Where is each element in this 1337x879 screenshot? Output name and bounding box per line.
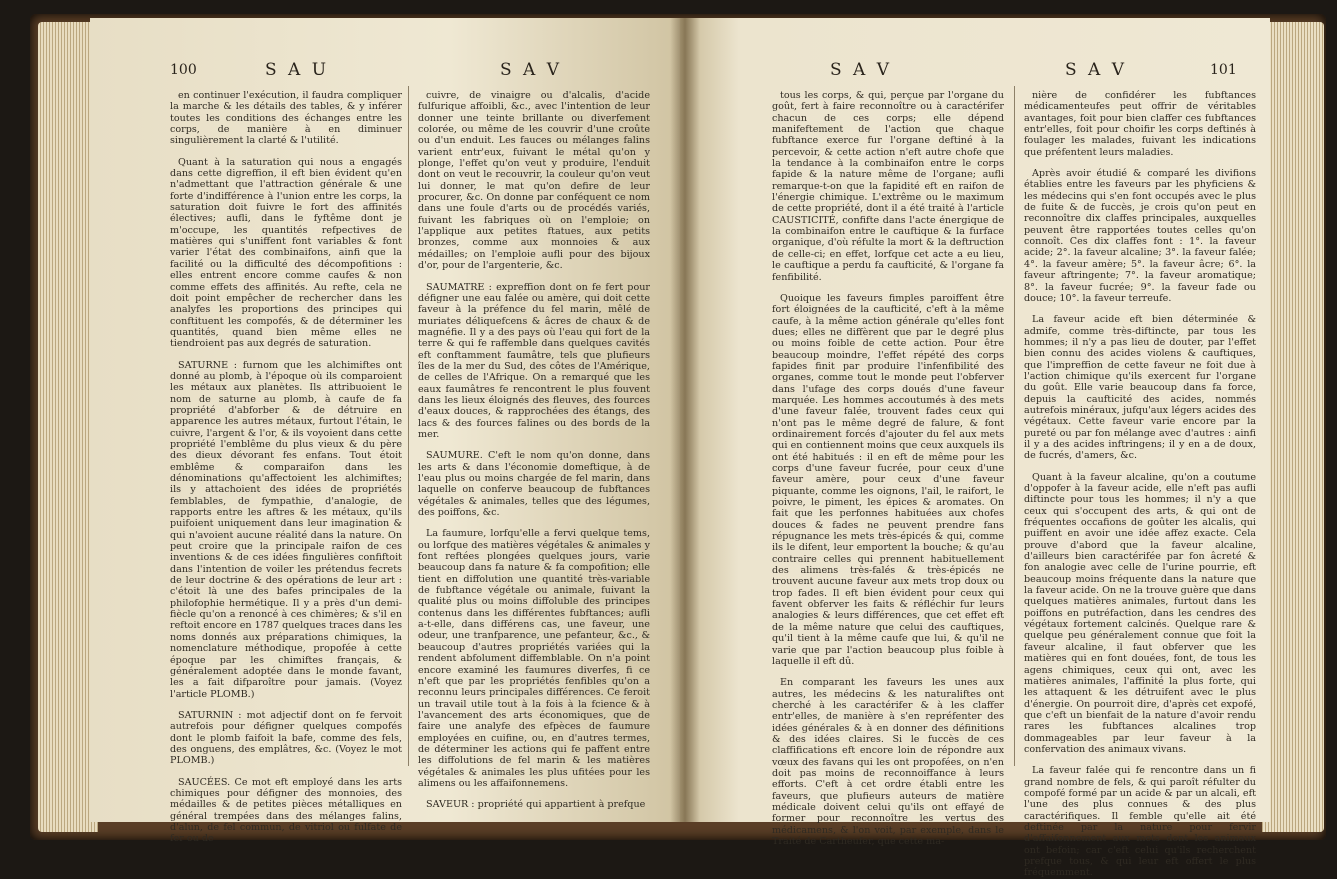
- running-header: S A V: [1065, 60, 1128, 80]
- paragraph: nière de confidérer les fubftances médicamenteufes peut offrir de véritables avantages, foit pour bien claffer ces fubftances entr'elles, foit pour choifir les corps deftinés à foulager les malades, fuivant les indications que préfentent leurs maladies.: [1024, 90, 1256, 158]
- paragraph: SAUCÉES. Ce mot eft employé dans les arts chimiques pour défigner des monnoies, des médailles & de petites pièces métalliques en général trempées dans des mélanges falins, d'alun, de fel commun, de vitriol ou fulfate de fer ou de: [170, 776, 402, 845]
- paragraph: En comparant les faveurs les unes aux autres, les médecins & les naturaliftes ont cherché à les caractérifer & à les claffer entr'elles, de manière à s'en repréfenter des idées générales & à en donner des définitions & des idées claires. Si le fuccès de ces claffifications eft encore loin de répondre aux vœux des favans qui les ont propofées, on n'en doit pas moins de reconnoiffance à leurs efforts. C'eft à cet ordre établi entre les faveurs, que plufieurs auteurs de matière médicale doivent celui qu'ils ont effayé de former pour reconnoître les vertus des médicamens, & l'on voit, par exemple, dans le Traité de Cartheufer, que cette ma-: [772, 677, 1004, 847]
- paragraph: tous les corps, & qui, perçue par l'organe du goût, fert à faire reconnoître ou à caractérifer chacun de ces corps; elle dépend manifeftement de l'action que chaque fubftance exerce fur l'organe deftiné à la percevoir, & cette action n'eft autre chofe que la tendance à la combinaifon entre le corps fapide & la nature même de l'organe; aufli remarque-t-on que la fapidité eft en raifon de l'énergie chimique. L'extrême ou le maximum de cette propriété, dont il a été traité à l'article CAUSTICITÉ, confifte dans l'acte énergique de la combinaifon entre le cauftique & la furface organique, d'où réfulte la mort & la deftruction de celle-ci; en effet, lorfque cet acte a eu lieu, le cauftique a perdu fa caufticité, & l'organe fa fenfibilité.: [772, 90, 1004, 283]
- text-column: [1024, 90, 1256, 879]
- right-page: [680, 18, 1270, 879]
- paragraph: SAUMURE. C'eft le nom qu'on donne, dans les arts & dans l'économie domeftique, à de l'eau plus ou moins chargée de fel marin, dans laquelle on conferve beaucoup de fubftances végétales & animales, telles que des légumes, des poiffons, &c.: [418, 450, 650, 519]
- paragraph: SAUMATRE : expreffion dont on fe fert pour défigner une eau falée ou amère, qui doit cette faveur à la préfence du fel marin, mêlé de muriates déliquefcens & âcres de chaux & de magnéfie. Il y a des pays où l'eau qui fort de la terre & qui fe raffemble dans quelques cavités eft conftamment faumâtre, tels que plufieurs îles de la mer du Sud, des côtes de l'Amérique, de celles de l'Afrique. On a remarqué que les eaux faumâtres fe rencontrent le plus fouvent dans les lieux éloignés des fleuves, des fources d'eaux douces, & rapprochées des étangs, des lacs & des fources falines ou des bords de la mer.: [418, 281, 650, 440]
- running-header: S A V: [500, 60, 563, 80]
- paragraph: Quant à la saturation qui nous a engagés dans cette digreffion, il eft bien évident qu'en n'admettant que l'attraction générale & une forte d'indifférence à l'union entre les corps, la saturation doit fuivre le fort des affinités électives; aufli, dans le fyftême dont je m'occupe, les quantités refpectives de matières qui s'uniffent font variables & font varier l'état des combinaifons, ainfi que la facilité ou la difficulté des décompofitions : elles entrent encore comme caufes & non comme effets des affinités. Au refte, cela ne doit point empêcher de rechercher dans les analyfes les proportions des principes qui conftituent les compofés, & de déterminer les quantités, quand bien même elles ne tiendroient pas aux degrés de saturation.: [170, 156, 402, 350]
- paragraph: La faveur acide eft bien déterminée & admife, comme très-diftincte, par tous les hommes; il n'y a pas lieu de douter, par l'effet bien connu des acides violens & cauftiques, que l'impreffion de cette faveur ne foit due à l'action chimique qu'ils exercent fur l'organe du goût. Elle varie beaucoup dans fa force, depuis la caufticité des acides, nommés autrefois minéraux, jufqu'aux légers acides des végétaux. Cette faveur varie encore par la pureté ou par fon mélange avec d'autres : ainfi il y a des acides inftringens; il y en a de doux, de fucrés, d'amers, &c.: [1024, 314, 1256, 462]
- open-book: [30, 4, 1330, 879]
- running-header: S A U: [265, 60, 330, 80]
- column-rule: [408, 86, 409, 766]
- paragraph: cuivre, de vinaigre ou d'alcalis, d'acide fulfurique affoibli, &c., avec l'intention de leur donner une teinte brillante ou diverfement colorée, ou même de les couvrir d'une croûte ou d'un enduit. Les fauces ou mélanges falins varient entr'eux, fuivant le métal qu'on y plonge, l'effet qu'on veut y produire, l'enduit dont on veut le recouvrir, la couleur qu'on veut lui donner, le mat qu'on defire de leur procurer, &c. On donne par conféquent ce nom dans une foule d'arts ou de procédés variés, fuivant les fabriques où on l'emploie; on l'applique aux petites ftatues, aux petits bronzes, comme aux monnoies & aux médailles; on l'emploie aufli pour des bijoux d'or, pour de l'argenterie, &c.: [418, 90, 650, 272]
- paragraph: Après avoir étudié & comparé les divifions établies entre les faveurs par les phyficiens & les médecins qui s'en font occupés avec le plus de fuite & de fuccès, je crois qu'on peut en reconnoître dix claffes principales, auxquelles peuvent être rapportées toutes celles qu'on connoît. Ces dix claffes font : 1°. la faveur acide; 2°. la faveur alcaline; 3°. la faveur falée; 4°. la faveur amère; 5°. la faveur âcre; 6°. la faveur aftringente; 7°. la faveur aromatique; 8°. la faveur fucrée; 9°. la faveur fade ou douce; 10°. la faveur terreufe.: [1024, 168, 1256, 304]
- left-page: [90, 18, 690, 845]
- paragraph: SATURNIN : mot adjectif dont on fe fervoit autrefois pour défigner quelques compofés dont le plomb faifoit la bafe, comme des fels, des onguens, des emplâtres, &c. (Voyez le mot PLOMB.): [170, 709, 402, 767]
- running-header: S A V: [830, 60, 893, 80]
- paragraph: Quoique les faveurs fimples paroiffent être fort éloignées de la caufticité, c'eft à la même caufe, à la même action générale qu'elles font dues; elles ne diffèrent que par le degré plus ou moins foible de cette action. Pour être beaucoup moindre, l'effet répété des corps fapides finit par produire l'infenfibilité des organes, comme tout le monde peut l'obferver dans l'ufage des corps doués d'une faveur marquée. Les hommes accoutumés à des mets d'une faveur falée, trouvent fades ceux qui n'ont pas le même degré de falure, & font ordinairement forcés d'ajouter du fel aux mets qui en contiennent moins que ceux auxquels ils ont été habitués : il en eft de même pour les corps d'une faveur fucrée, pour ceux d'une faveur amère, pour ceux d'une faveur piquante, comme les oignons, l'ail, le raifort, le poivre, le piment, les épices & aromates. On fait que les perfonnes habituées aux chofes douces & fades ne peuvent prendre fans répugnance les mets très-épicés & qui, comme ils le difent, leur emportent la bouche; & qu'au contraire celles qui prennent habituellement des alimens très-falés & très-épicés ne trouvent aucune faveur aux mets trop doux ou trop fades. Il eft bien évident pour ceux qui favent obferver les faits & réfléchir fur leurs analogies & leurs différences, que cet effet eft de la même nature que celui des cauftiques, qu'il tient à la même caufe que lui, & qu'il ne varie que par l'action beaucoup plus foible à laquelle il eft dû.: [772, 292, 1004, 667]
- left-page-edges: [38, 22, 98, 832]
- paragraph: en continuer l'exécution, il faudra compliquer la marche & les détails des tables, & y inférer toutes les conditions des échanges entre les corps, de manière à en diminuer singulièrement la clarté & l'utilité.: [170, 90, 402, 147]
- paragraph: SATURNE : furnom que les alchimiftes ont donné au plomb, à l'époque où ils comparoient les métaux aux planètes. Ils attribuoient le nom de saturne au plomb, à caufe de fa propriété d'abforber & de détruire en apparence les autres métaux, furtout l'étain, le cuivre, l'argent & l'or, & ils voyoient dans cette propriété l'emblême du plus vieux & du père des dieux dévorant fes enfans. Tout étoit emblême & comparaifon dans les dénominations qu'affectoient les alchimiftes; ils y attachoient des idées de propriétés femblables, de fympathie, d'analogie, de rapports entre les aftres & les métaux, qu'ils puifoient uniquement dans leur imagination & qui n'avoient aucune réalité dans la nature. On peut croire que la principale raifon de ces inventions & de ces idées fingulières confiftoit dans l'intention de voiler les prétendus fecrets de leur doctrine & des opérations de leur art : c'étoit là une des bafes principales de la philofophie hermétique. Il y a près d'un demi-fiècle qu'on a renoncé à ces chimères; & s'il en reftoit encore en 1787 quelques traces dans les noms donnés aux préparations chimiques, la nomenclature méthodique, propofée à cette époque par les chimiftes français, & généralement adoptée dans le monde favant, les a fait difparoître pour jamais. (Voyez l'article PLOMB.): [170, 359, 403, 700]
- paragraph: La faumure, lorfqu'elle a fervi quelque tems, ou lorfque des matières végétales & animales y font reftées plongées quelques jours, varie beaucoup dans fa nature & fa compofition; elle tient en diffolution une quantité très-variable de fubftance végétale ou animale, fuivant la qualité plus ou moins diffoluble des principes contenus dans les différentes fubftances; aufli a-t-elle, dans différens cas, une faveur, une odeur, une tranfparence, une pefanteur, &c., & beaucoup d'autres propriétés variées qui la rendent abfolument diffemblable. On n'a point encore examiné les faumures diverfes, fi ce n'eft que par les propriétés fenfibles qu'on a reconnu leurs principales différences. Ce feroit un travail utile tout à la fois à la fcience & à l'avancement des arts économiques, que de faire une analyfe des efpèces de faumure employées en cuifine, ou, en d'autres termes, de déterminer les actions qui fe paffent entre les diffolutions de fel marin & les matières végétales & animales les plus ufitées pour les alimens ou les affaifonnemens.: [418, 528, 650, 789]
- column-rule: [1014, 86, 1015, 766]
- text-column: [170, 90, 403, 845]
- paragraph: Quant à la faveur alcaline, qu'on a coutume d'oppofer à la faveur acide, elle n'eft pas aufli diftincte pour tous les hommes; il n'y a que ceux qui s'occupent des arts, & qui ont de fréquentes occafions de goûter les alcalis, qui puiffent en avoir une idée affez exacte. Cela prouve d'abord que la faveur alcaline, d'ailleurs bien caractérifée par fon âcreté & fon analogie avec celle de l'urine pourrie, eft beaucoup moins fréquente dans la nature que la faveur acide. On ne la trouve guère que dans quelques matières animales, furtout dans les poiffons en putréfaction, dans les cendres des végétaux fortement calcinés. Quelque rare & quelque peu généralement connue que foit la faveur alcaline, il faut obferver que les matières qui en font douées, font, de tous les agens chimiques, ceux qui ont, avec les matières animales, l'affinité la plus forte, qui les attaquent & les détruifent avec le plus d'énergie. On pourroit dire, d'après cet expofé, que c'eft un bienfait de la nature d'avoir rendu rares les fubftances alcalines trop dommageables par leur faveur à la confervation des animaux vivans.: [1024, 471, 1256, 755]
- paragraph: La faveur falée qui fe rencontre dans un fi grand nombre de fels, & qui paroît réfulter du compofé formé par un acide & par un alcali, eft l'une des plus connues & des plus caractérifiques. Il femble qu'elle ait été deftinée par la nature pour fervir d'affaifonnement aux mets dont les animaux ont befoin; car c'eft celui qu'ils recherchent prefque tous, & qui leur eft offert le plus fréquemment.: [1024, 765, 1256, 879]
- paragraph: SAVEUR : propriété qui appartient à prefque: [426, 799, 646, 811]
- text-column: [418, 90, 650, 811]
- page-number: 100: [170, 62, 197, 78]
- right-page-edges: [1262, 22, 1324, 832]
- book-gutter: [670, 18, 700, 822]
- page-number: 101: [1210, 62, 1237, 78]
- text-column: [772, 90, 1004, 847]
